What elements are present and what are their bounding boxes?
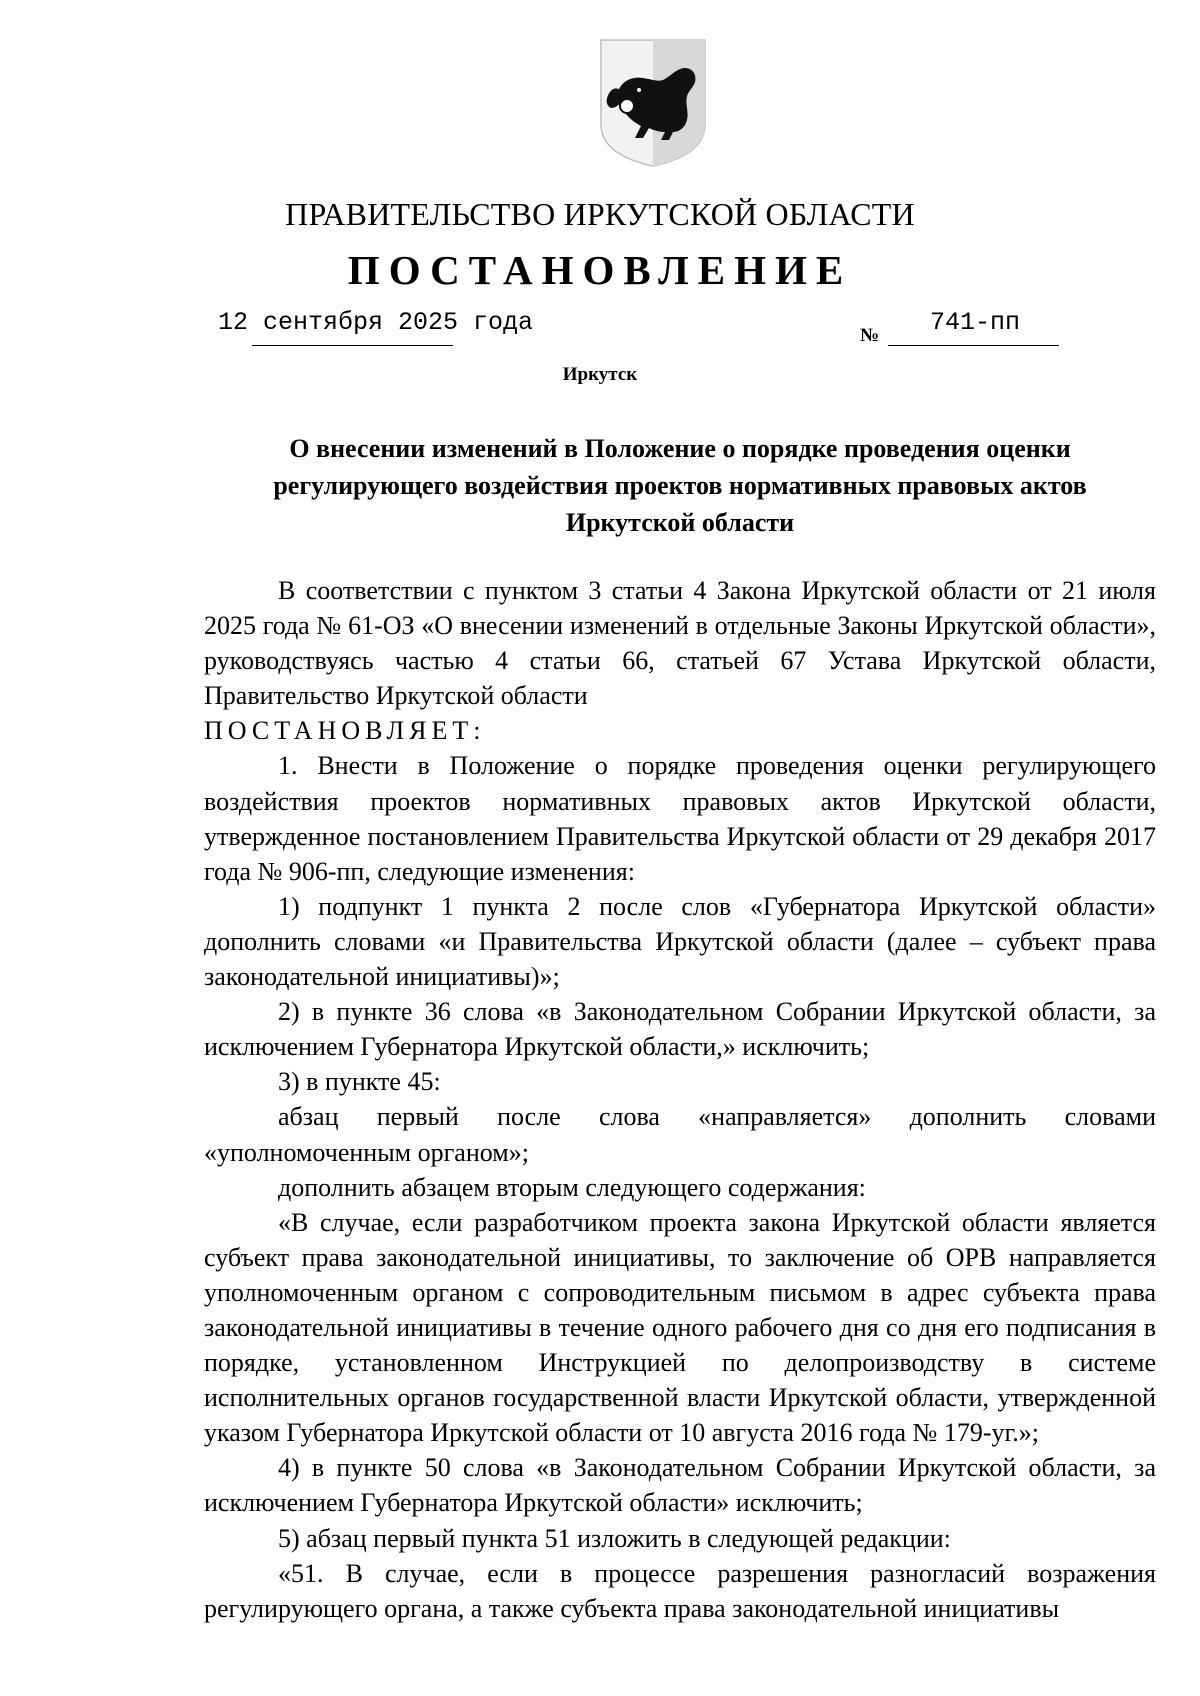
title-line-3: Иркутской области	[565, 508, 795, 537]
paragraph-1-item-3-a: абзац первый после слова «направляется» дополнить словами «уполномоченным органом»;	[204, 1102, 1156, 1167]
number-sign: №	[860, 325, 880, 346]
title-line-1: О внесении изменений в Положение о порядке проведения оценки	[289, 434, 1071, 463]
document-date: 12 сентября 2025 года	[218, 308, 534, 337]
paragraph-1-item-2: 2) в пункте 36 слова «в Законодательном Собрании Иркутской области, за исключением Губернатора Иркутской области,» исключить;	[204, 997, 1156, 1062]
document-type: ПОСТАНОВЛЕНИЕ	[347, 247, 853, 293]
document-number: 741-пп	[930, 308, 1021, 337]
paragraph-1-item-3-b: дополнить абзацем вторым следующего содержания:	[278, 1172, 866, 1202]
number-underline	[888, 345, 1059, 346]
document-body	[204, 573, 1156, 1626]
document-title	[200, 430, 1160, 541]
paragraph-1-item-1: 1) подпункт 1 пункта 2 после слов «Губернатора Иркутской области» дополнить словами «и Правительства Иркутской области (далее – субъект права законодательной инициативы)»;	[204, 891, 1156, 992]
paragraph-1-item-3: 3) в пункте 45:	[278, 1067, 441, 1097]
paragraph-1-item-3-c: «В случае, если разработчиком проекта закона Иркутской области является субъект права законодательной инициативы, то заключение об ОРВ направляется уполномоченным органом с сопроводительным письмом в адрес субъекта права законодательной инициативы в течение одного рабочего дня со дня его подписания в порядке, установленном Инструкцией по делопроизводству в системе исполнительных органов государственной власти Иркутской области, утвержденной указом Губернатора Иркутской области от 10 августа 2016 года № 179-уг.»;	[204, 1207, 1156, 1448]
coat-of-arms-emblem	[597, 38, 709, 168]
paragraph-1-item-5-a: «51. В случае, если в процессе разрешения разногласий возражения регулирующего органа, а также субъекта права законодательной инициативы	[204, 1558, 1156, 1623]
city-name: Иркутск	[562, 364, 638, 385]
organization-name: ПРАВИТЕЛЬСТВО ИРКУТСКОЙ ОБЛАСТИ	[285, 196, 915, 232]
title-line-2: регулирующего воздействия проектов нормативных правовых актов	[273, 471, 1087, 500]
date-underline	[252, 345, 453, 346]
decree-word: ПОСТАНОВЛЯЕТ:	[204, 716, 486, 746]
paragraph-1-item-5: 5) абзац первый пункта 51 изложить в следующей редакции:	[278, 1523, 951, 1553]
paragraph-1: 1. Внести в Положение о порядке проведения оценки регулирующего воздействия проектов нормативных правовых актов Иркутской области, утвержденное постановлением Правительства Иркутской области от 29 декабря 2017 года № 906-пп, следующие изменения:	[204, 751, 1156, 886]
preamble-paragraph: В соответствии с пунктом 3 статьи 4 Закона Иркутской области от 21 июля 2025 года № 61-ОЗ «О внесении изменений в отдельные Законы Иркутской области», руководствуясь частью 4 статьи 66, статьей 67 Устава Иркутской области, Правительство Иркутской области	[204, 576, 1156, 711]
paragraph-1-item-4: 4) в пункте 50 слова «в Законодательном Собрании Иркутской области, за исключением Губернатора Иркутской области» исключить;	[204, 1453, 1156, 1518]
